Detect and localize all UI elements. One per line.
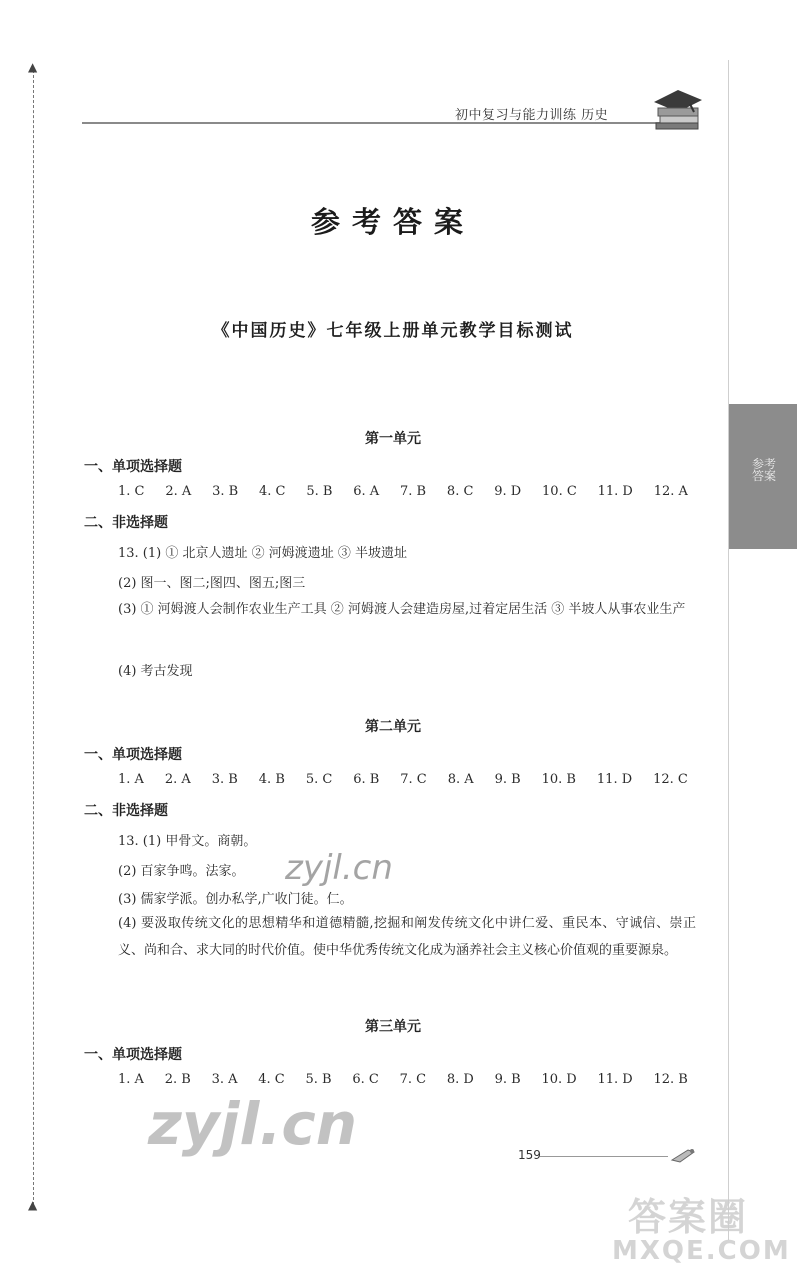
answer-item: 8. C <box>446 484 474 499</box>
answer-item: 8. A <box>447 772 474 787</box>
answer-line: 13. (1) 甲骨文。商朝。 <box>118 834 257 849</box>
answer-item: 11. D <box>597 1072 633 1087</box>
answer-paragraph: (3) ① 河姆渡人会制作农业生产工具 ② 河姆渡人会建造房屋,过着定居生活 ③ 半坡人从事农业生产 <box>118 602 686 617</box>
answer-item: 9. D <box>494 484 522 499</box>
section-heading: 一、单项选择题 <box>84 1047 182 1063</box>
answer-item: 3. B <box>212 484 239 499</box>
answer-item: 5. B <box>305 1072 332 1087</box>
binding-margin-line <box>33 70 34 1210</box>
page-title: 参考答案 <box>310 205 475 239</box>
section-heading: 一、单项选择题 <box>84 459 182 475</box>
answer-item: 4. B <box>258 772 285 787</box>
answer-item: 7. C <box>400 772 427 787</box>
section-heading: 一、单项选择题 <box>84 747 182 763</box>
answer-item: 11. D <box>597 484 633 499</box>
answer-item: 1. A <box>118 1072 144 1087</box>
answer-item: 1. A <box>118 772 144 787</box>
answer-item: 7. B <box>400 484 427 499</box>
answer-item: 5. B <box>306 484 333 499</box>
margin-arrow-top: ▲ <box>28 60 38 74</box>
page-subtitle: 《中国历史》七年级上册单元教学目标测试 <box>212 321 574 341</box>
corner-watermark-url: MXQE.COM <box>612 1236 791 1266</box>
answer-item: 10. C <box>542 484 577 499</box>
answer-item: 12. C <box>653 772 688 787</box>
answer-row <box>118 1072 688 1087</box>
answer-item: 2. B <box>164 1072 191 1087</box>
answer-line: (4) 考古发现 <box>118 664 193 679</box>
section-heading: 二、非选择题 <box>84 803 168 819</box>
answer-item: 4. C <box>259 484 286 499</box>
answer-item: 8. D <box>446 1072 474 1087</box>
answer-item: 4. C <box>258 1072 285 1087</box>
answer-item: 2. A <box>165 484 192 499</box>
answer-item: 11. D <box>596 772 633 787</box>
answer-paragraph: (4) 要汲取传统文化的思想精华和道德精髓,挖掘和阐发传统文化中讲仁爱、重民本、守诚信、崇正义、尚和合、求大同的时代价值。使中华优秀传统文化成为涵养社会主义核心价值观的重要源泉。 <box>118 916 696 958</box>
answer-item: 12. B <box>653 1072 688 1087</box>
answer-item: 6. A <box>353 484 380 499</box>
answer-item: 10. B <box>541 772 576 787</box>
answer-item: 3. B <box>211 772 238 787</box>
books-icon <box>650 78 706 134</box>
answer-item: 1. C <box>118 484 145 499</box>
watermark: zyjl.cn <box>285 848 393 888</box>
answer-item: 9. B <box>494 772 521 787</box>
answer-item: 10. D <box>541 1072 577 1087</box>
margin-arrow-bottom: ▲ <box>28 1198 38 1212</box>
answer-item: 6. C <box>352 1072 379 1087</box>
page-number: 159 <box>518 1148 541 1162</box>
side-tab-label: 参考答案 <box>751 457 776 483</box>
watermark: zyjl.cn <box>148 1090 358 1158</box>
answer-line: (2) 百家争鸣。法家。 <box>118 864 245 879</box>
book-title: 初中复习与能力训练 历史 <box>455 108 609 123</box>
unit-title: 第二单元 <box>365 719 421 735</box>
answer-line: 13. (1) ① 北京人遗址 ② 河姆渡遗址 ③ 半坡遗址 <box>118 546 408 561</box>
answer-row <box>118 772 688 787</box>
pen-icon <box>670 1146 698 1168</box>
answer-item: 7. C <box>399 1072 427 1087</box>
answer-line: (3) 儒家学派。创办私学,广收门徒。仁。 <box>118 892 353 907</box>
section-heading: 二、非选择题 <box>84 515 168 531</box>
answer-row <box>118 484 688 499</box>
answer-item: 2. A <box>164 772 191 787</box>
answer-line: (2) 图一、图二;图四、图五;图三 <box>118 576 306 591</box>
answer-item: 12. A <box>653 484 688 499</box>
unit-title: 第一单元 <box>365 431 421 447</box>
answer-item: 9. B <box>494 1072 521 1087</box>
unit-title: 第三单元 <box>365 1019 421 1035</box>
footer-rule <box>540 1156 668 1157</box>
header-rule <box>82 122 692 124</box>
answer-item: 6. B <box>353 772 380 787</box>
answer-item: 5. C <box>305 772 333 787</box>
corner-watermark: 答案圈 <box>628 1195 749 1239</box>
answer-item: 3. A <box>211 1072 238 1087</box>
